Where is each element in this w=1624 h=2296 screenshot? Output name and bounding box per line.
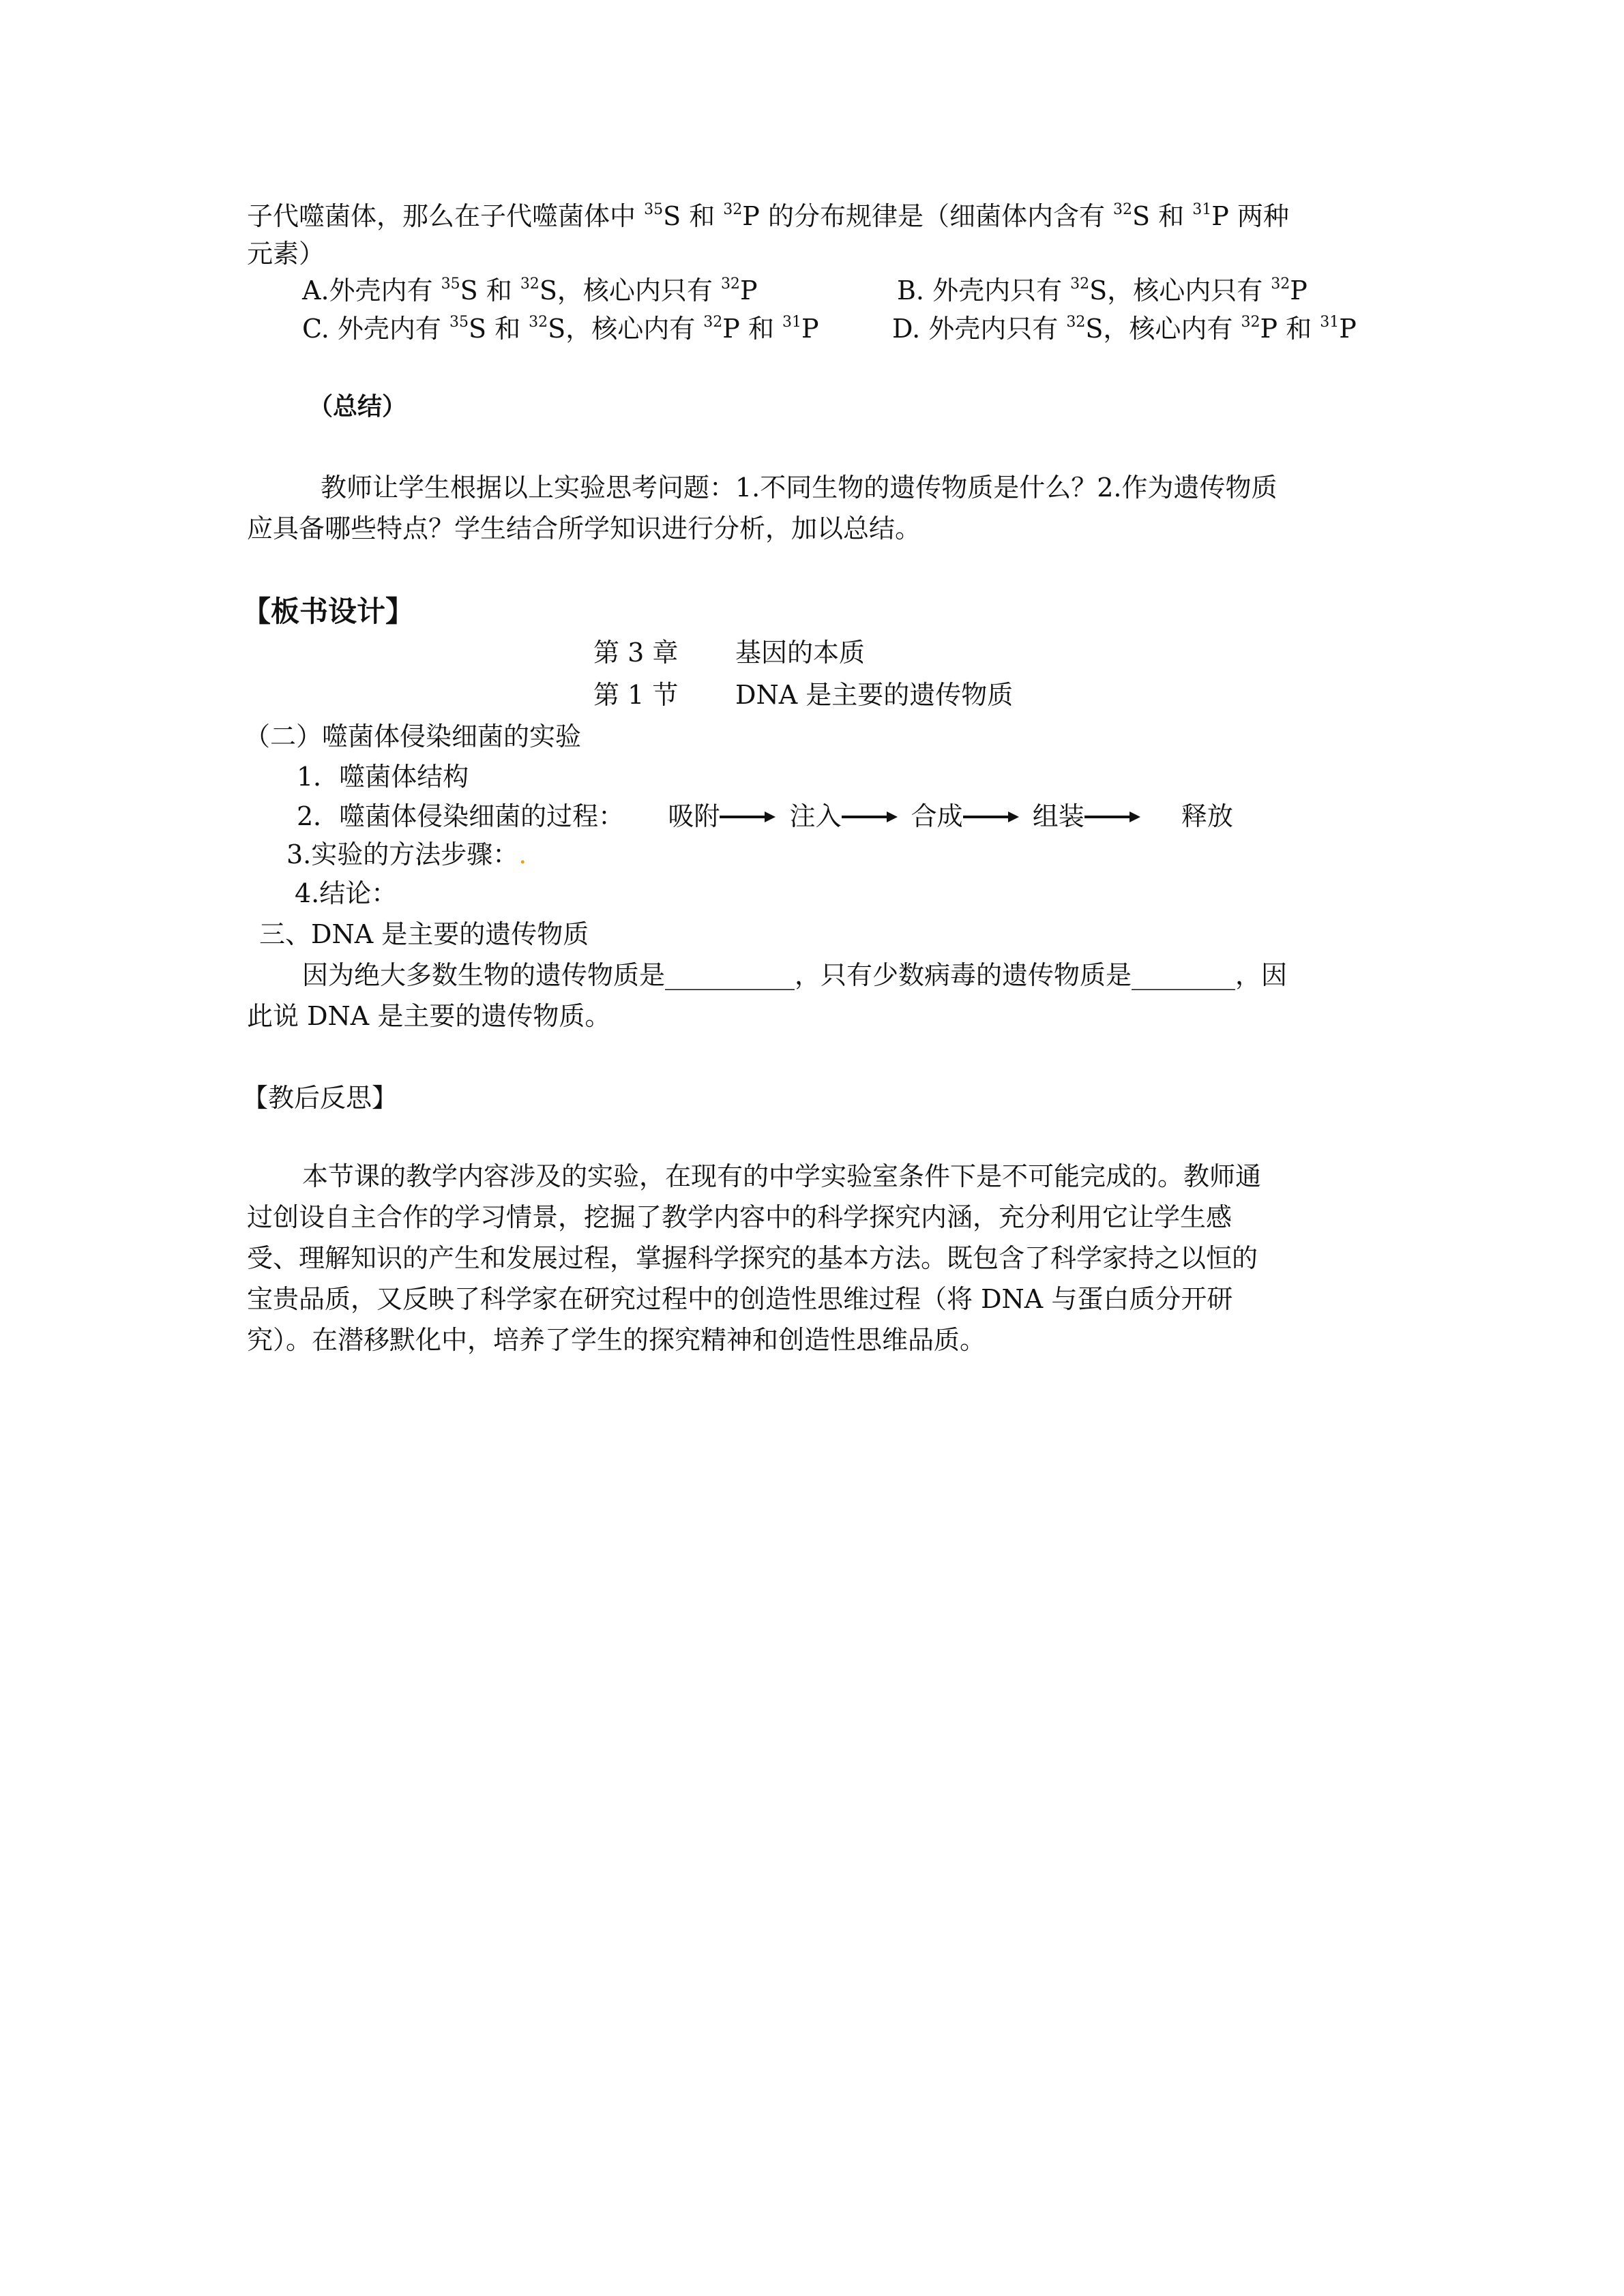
step-label: 吸附 xyxy=(668,801,720,831)
reflection-line: 过创设自主合作的学习情景，挖掘了教学内容中的科学探究内涵，充分利用它让学生感 xyxy=(247,1202,1232,1232)
section-number: 第 1 节 xyxy=(593,680,679,710)
section-3-heading: 三、DNA 是主要的遗传物质 xyxy=(259,919,589,949)
subsection-heading: （二）噬菌体侵染细菌的实验 xyxy=(244,721,582,751)
board-item-2-label: 2．噬菌体侵染细菌的过程： xyxy=(297,801,625,831)
question-line-2: 元素） xyxy=(247,239,325,269)
board-item-4: 4.结论： xyxy=(295,878,398,908)
summary-heading: （总结） xyxy=(308,393,407,421)
step-label: 组装 xyxy=(1032,801,1084,831)
option-a: A.外壳内有 $^{35}$S 和 $^{32}$S，核心内只有 $^{32}$P xyxy=(302,275,758,305)
reflection-line: 宝贵品质，又反映了科学家在研究过程中的创造性思维过程（将 DNA 与蛋白质分开研 xyxy=(247,1284,1233,1314)
board-item-1: 1．噬菌体结构 xyxy=(297,762,469,792)
section-title: DNA 是主要的遗传物质 xyxy=(735,680,1014,710)
arrow-right-icon xyxy=(1084,811,1140,822)
fill-in-line-2: 此说 DNA 是主要的遗传物质。 xyxy=(247,1001,611,1031)
summary-paragraph-line-1: 教师让学生根据以上实验思考问题：1.不同生物的遗传物质是什么？2.作为遗传物质 xyxy=(321,473,1278,503)
step-label: 合成 xyxy=(911,801,963,831)
arrow-right-icon xyxy=(842,811,898,822)
step-label: 释放 xyxy=(1181,801,1233,831)
step-label: 注入 xyxy=(789,801,842,831)
board-heading: 【板书设计】 xyxy=(242,595,415,628)
marker-dot: . xyxy=(518,839,527,869)
arrow-right-icon xyxy=(720,811,776,822)
summary-paragraph-line-2: 应具备哪些特点？学生结合所学知识进行分析，加以总结。 xyxy=(247,513,921,543)
reflection-line: 本节课的教学内容涉及的实验，在现有的中学实验室条件下是不可能完成的。教师通 xyxy=(302,1161,1262,1191)
board-item-2 xyxy=(297,799,1233,833)
reflection-line: 究）。在潜移默化中，培养了学生的探究精神和创造性思维品质。 xyxy=(247,1325,986,1355)
option-c: C. 外壳内有 $^{35}$S 和 $^{32}$S，核心内有 $^{32}$P 和 $^{31}$P xyxy=(302,314,819,344)
reflection-line: 受、理解知识的产生和发展过程，掌握科学探究的基本方法。既包含了科学家持之以恒的 xyxy=(247,1243,1258,1273)
chapter-number: 第 3 章 xyxy=(593,638,679,668)
option-b: B. 外壳内只有 $^{32}$S，核心内只有 $^{32}$P xyxy=(897,275,1308,305)
option-d: D. 外壳内只有 $^{32}$S，核心内有 $^{32}$P 和 $^{31}$P xyxy=(892,314,1357,344)
arrow-right-icon xyxy=(963,811,1019,822)
reflection-heading: 【教后反思】 xyxy=(242,1083,398,1113)
fill-in-line-1: 因为绝大多数生物的遗传物质是__________，只有少数病毒的遗传物质是________，因 xyxy=(302,960,1288,990)
board-item-3: 3.实验的方法步骤：. xyxy=(286,839,527,869)
question-line-1: 子代噬菌体，那么在子代噬菌体中 $^{35}$S 和 $^{32}$P 的分布规律是（细菌体内含有 $^{32}$S 和 $^{31}$P 两种 xyxy=(247,201,1289,231)
chapter-title: 基因的本质 xyxy=(735,638,866,668)
